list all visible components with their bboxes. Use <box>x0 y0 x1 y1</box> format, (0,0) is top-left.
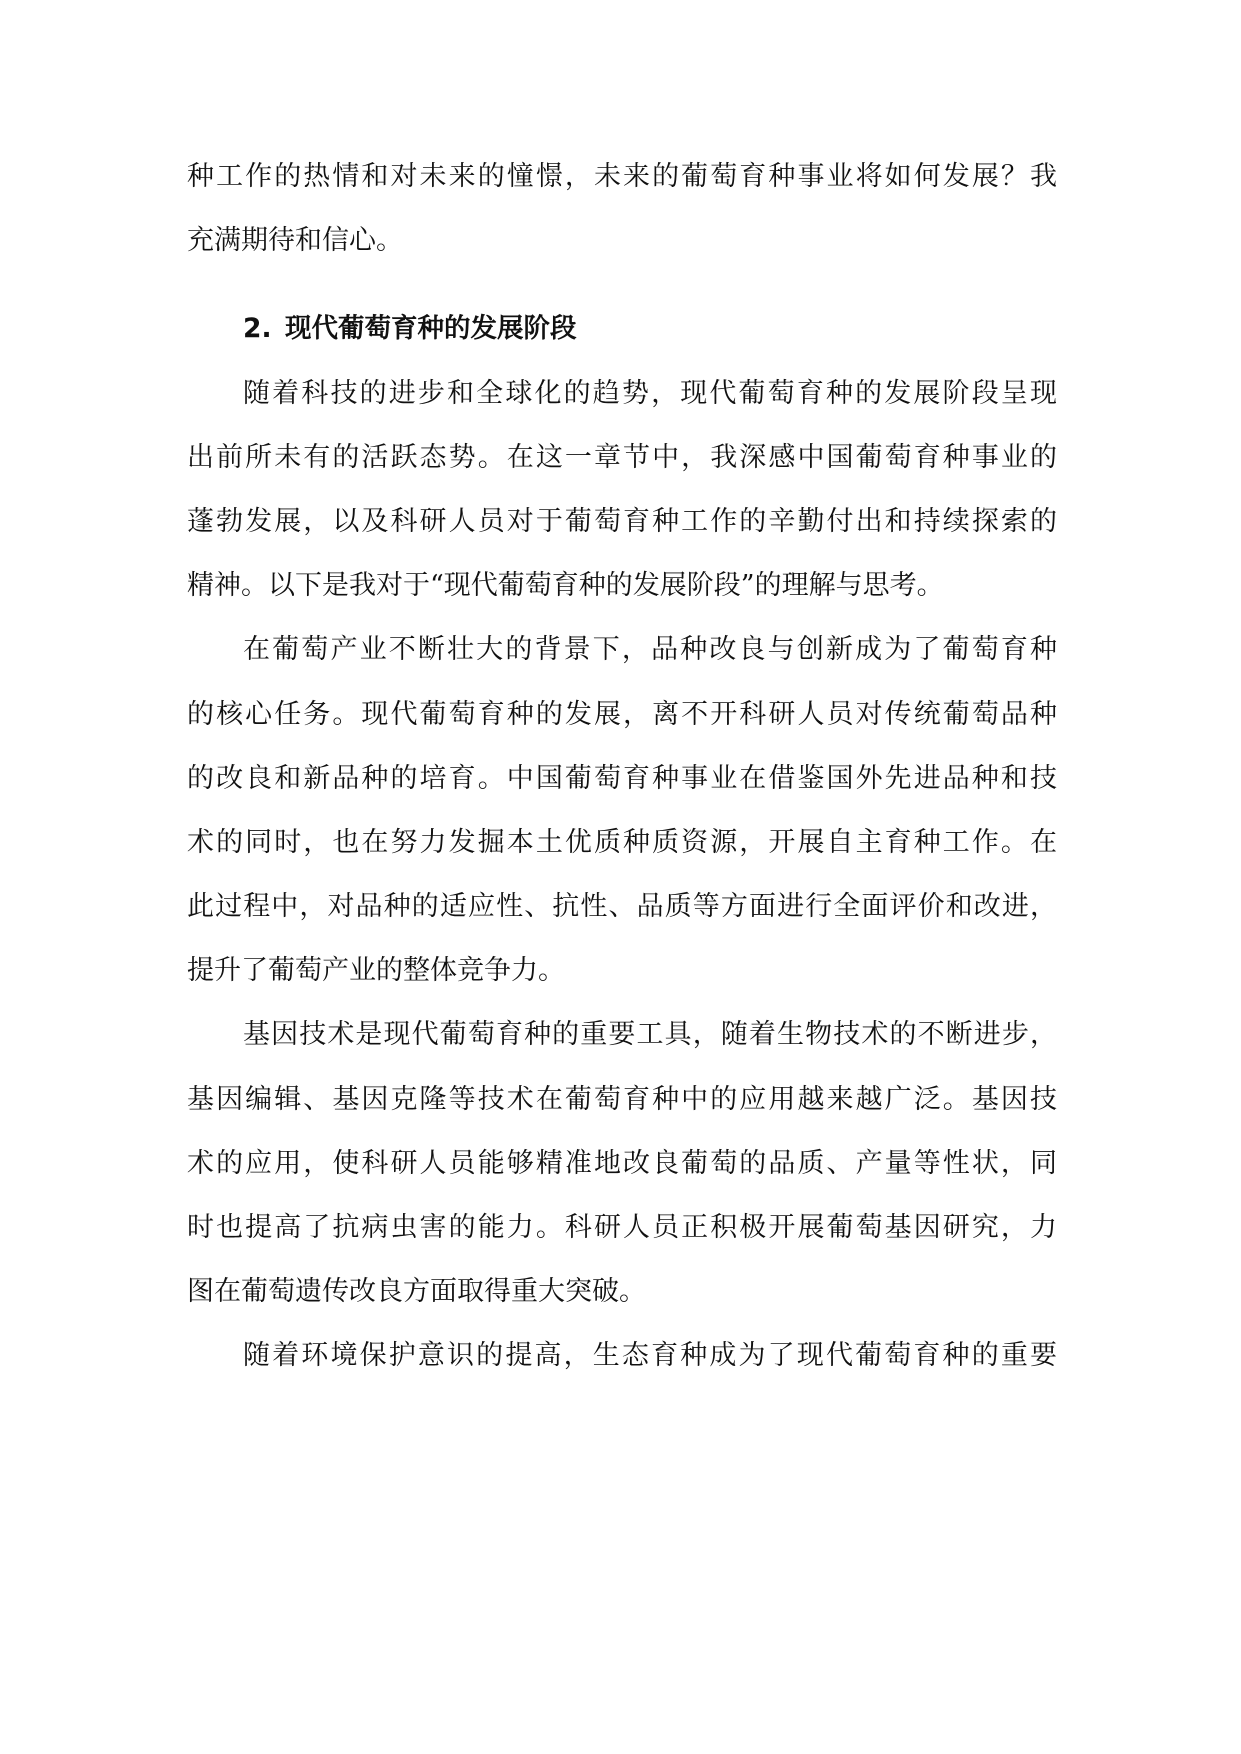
paragraph-line: 蓬勃发展，以及科研人员对于葡萄育种工作的辛勤付出和持续探索的 <box>187 505 1057 537</box>
paragraph-line: 精神。以下是我对于“现代葡萄育种的发展阶段”的理解与思考。 <box>187 570 944 602</box>
paragraph-line: 时也提高了抗病虫害的能力。科研人员正积极开展葡萄基因研究，力 <box>187 1212 1057 1243</box>
section-number: 2. <box>243 313 272 345</box>
paragraph-4 <box>187 1324 1057 1388</box>
paragraph-line: 的核心任务。现代葡萄育种的发展，离不开科研人员对传统葡萄品种 <box>187 698 1057 730</box>
paragraph-line: 提升了葡萄产业的整体竞争力。 <box>187 955 565 987</box>
paragraph-line: 基因技术是现代葡萄育种的重要工具，随着生物技术的不断进步， <box>243 1019 1057 1051</box>
paragraph-3 <box>187 1003 1057 1324</box>
paragraph-line: 术的同时，也在努力发掘本土优质种质资源，开展自主育种工作。在 <box>187 826 1057 858</box>
paragraph-2 <box>187 618 1057 1003</box>
paragraph-line: 出前所未有的活跃态势。在这一章节中，我深感中国葡萄育种事业的 <box>187 441 1057 473</box>
paragraph-line: 随着环境保护意识的提高，生态育种成为了现代葡萄育种的重要 <box>243 1340 1057 1372</box>
section-spacer <box>187 273 1057 297</box>
section-heading <box>187 297 1057 361</box>
paragraph-1 <box>187 362 1057 619</box>
paragraph-line: 充满期待和信心。 <box>187 225 403 257</box>
paragraph-line: 术的应用，使科研人员能够精准地改良葡萄的品质、产量等性状，同 <box>187 1147 1057 1179</box>
paragraph-line: 种工作的热情和对未来的憧憬，未来的葡萄育种事业将如何发展？我 <box>187 161 1057 192</box>
paragraph-line: 的改良和新品种的培育。中国葡萄育种事业在借鉴国外先进品种和技 <box>187 762 1057 794</box>
paragraph-line: 图在葡萄遗传改良方面取得重大突破。 <box>187 1276 646 1308</box>
paragraph-line: 随着科技的进步和全球化的趋势，现代葡萄育种的发展阶段呈现 <box>243 377 1057 409</box>
paragraph-line: 基因编辑、基因克隆等技术在葡萄育种中的应用越来越广泛。基因技 <box>187 1083 1057 1115</box>
paragraph-line: 此过程中，对品种的适应性、抗性、品质等方面进行全面评价和改进， <box>187 891 1057 923</box>
continued-paragraph <box>187 145 1057 273</box>
paragraph-line: 在葡萄产业不断壮大的背景下，品种改良与创新成为了葡萄育种 <box>243 634 1057 666</box>
section-title: 现代葡萄育种的发展阶段 <box>285 313 577 345</box>
page-content <box>187 145 1057 1389</box>
